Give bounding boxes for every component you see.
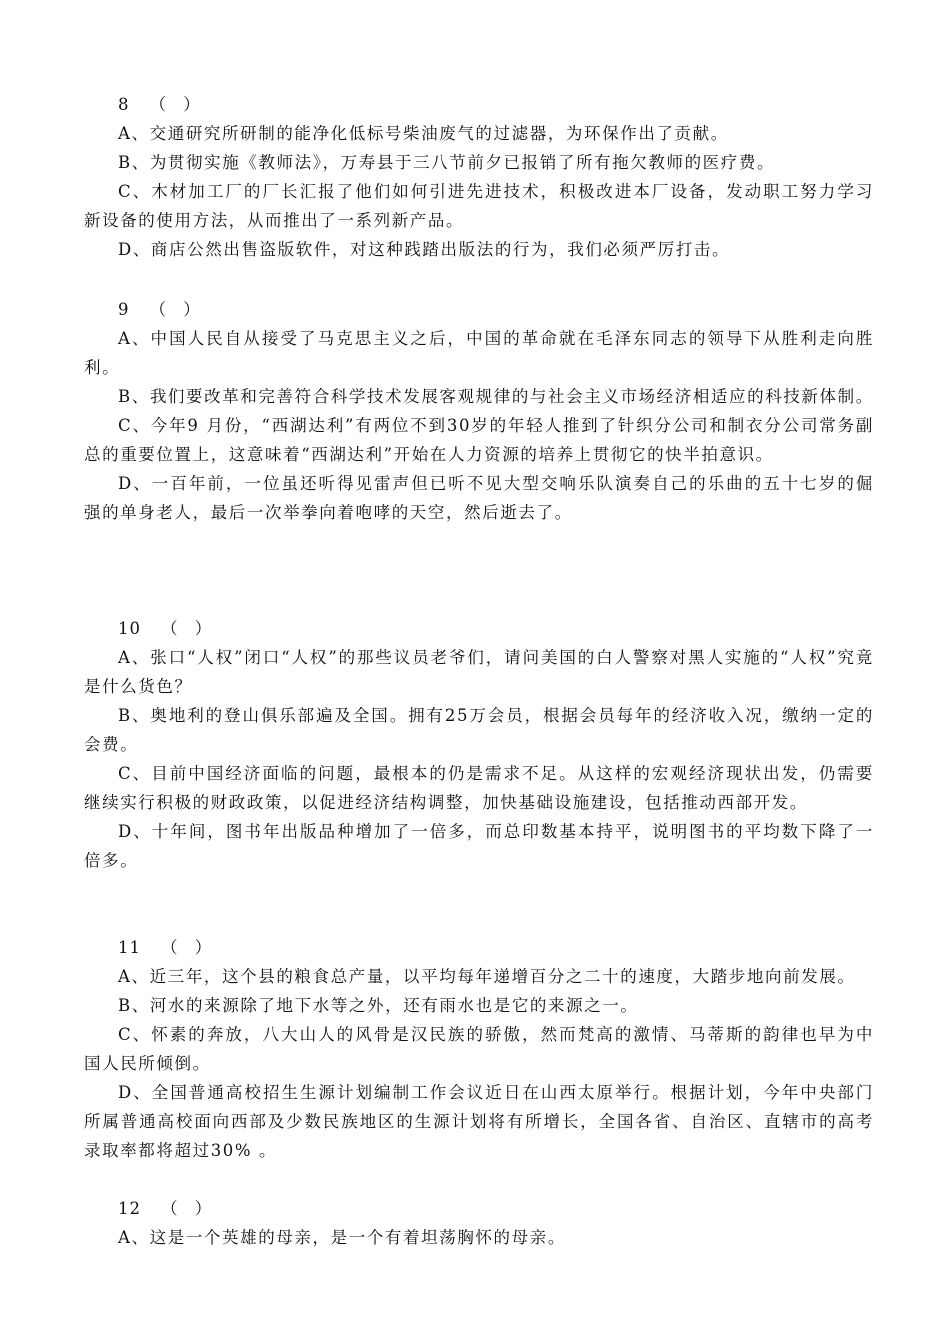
option-b: B、奥地利的登山俱乐部遍及全国。拥有25万会员，根据会员每年的经济收入况，缴纳一定的会费。: [84, 706, 874, 754]
question-number-line: [118, 1194, 874, 1223]
question-9: [84, 295, 874, 527]
option-d: D、全国普通高校招生生源计划编制工作会议近日在山西太原举行。根据计划，今年中央部门所属普通高校面向西部及少数民族地区的生源计划将有所增长，全国各省、自治区、直辖市的高考录取率都将超过30% 。: [84, 1083, 874, 1160]
option-c: C、今年9 月份，“西湖达利”有两位不到30岁的年轻人推到了针织分公司和制衣分公司常务副总的重要位置上，这意味着“西湖达利”开始在人力资源的培养上贯彻它的快半拍意识。: [84, 416, 874, 464]
option-a: A、张口“人权”闭口“人权”的那些议员老爷们，请问美国的白人警察对黑人实施的“人权”究竟是什么货色？: [84, 648, 874, 696]
question-number-line: [118, 933, 874, 962]
option-d: D、商店公然出售盗版软件，对这种践踏出版法的行为，我们必须严厉打击。: [118, 240, 731, 259]
answer-parentheses: （ ）: [149, 300, 206, 319]
question-number-line: [118, 295, 874, 324]
option-b: B、我们要改革和完善符合科学技术发展客观规律的与社会主义市场经济相适应的科技新体制。: [118, 387, 874, 406]
option-b: B、河水的来源除了地下水等之外，还有雨水也是它的来源之一。: [118, 996, 639, 1015]
option-a: A、交通研究所研制的能净化低标号柴油废气的过滤器，为环保作出了贡献。: [118, 124, 729, 143]
question-12: [84, 1194, 874, 1252]
question-number: 12: [118, 1199, 141, 1218]
question-number: 10: [118, 619, 141, 638]
option-c: C、木材加工厂的厂长汇报了他们如何引进先进技术，积极改进本厂设备，发动职工努力学习新设备的使用方法，从而推出了一系列新产品。: [84, 182, 874, 230]
option-a: A、近三年，这个县的粮食总产量，以平均每年递增百分之二十的速度，大踏步地向前发展。: [118, 967, 856, 986]
option-d: D、一百年前，一位虽还听得见雷声但已听不见大型交响乐队演奏自己的乐曲的五十七岁的倔强的单身老人，最后一次举拳向着咆哮的天空，然后逝去了。: [84, 474, 874, 522]
option-b: B、为贯彻实施《教师法》，万寿县于三八节前夕已报销了所有拖欠教师的医疗费。: [118, 153, 776, 172]
question-number-line: [118, 614, 874, 643]
answer-parentheses: （ ）: [161, 619, 218, 638]
answer-parentheses: （ ）: [161, 938, 218, 957]
option-c: C、怀素的奔放，八大山人的风骨是汉民族的骄傲，然而梵高的激情、马蒂斯的韵律也早为中国人民所倾倒。: [84, 1025, 874, 1073]
question-11: [84, 933, 874, 1165]
option-c: C、目前中国经济面临的问题，最根本的仍是需求不足。从这样的宏观经济现状出发，仍需要继续实行积极的财政政策，以促进经济结构调整，加快基础设施建设，包括推动西部开发。: [84, 764, 874, 812]
option-a: A、这是一个英雄的母亲，是一个有着坦荡胸怀的母亲。: [118, 1228, 566, 1247]
answer-parentheses: （ ）: [149, 95, 206, 114]
option-a: A、中国人民自从接受了马克思主义之后，中国的革命就在毛泽东同志的领导下从胜利走向胜利。: [84, 329, 874, 377]
question-number: 11: [118, 938, 141, 957]
option-d: D、十年间，图书年出版品种增加了一倍多，而总印数基本持平，说明图书的平均数下降了一倍多。: [84, 822, 874, 870]
question-8: [84, 90, 874, 264]
question-10: [84, 614, 874, 875]
question-number: 8: [118, 95, 130, 114]
answer-parentheses: （ ）: [161, 1199, 218, 1218]
question-number: 9: [118, 300, 130, 319]
question-number-line: [118, 90, 874, 119]
